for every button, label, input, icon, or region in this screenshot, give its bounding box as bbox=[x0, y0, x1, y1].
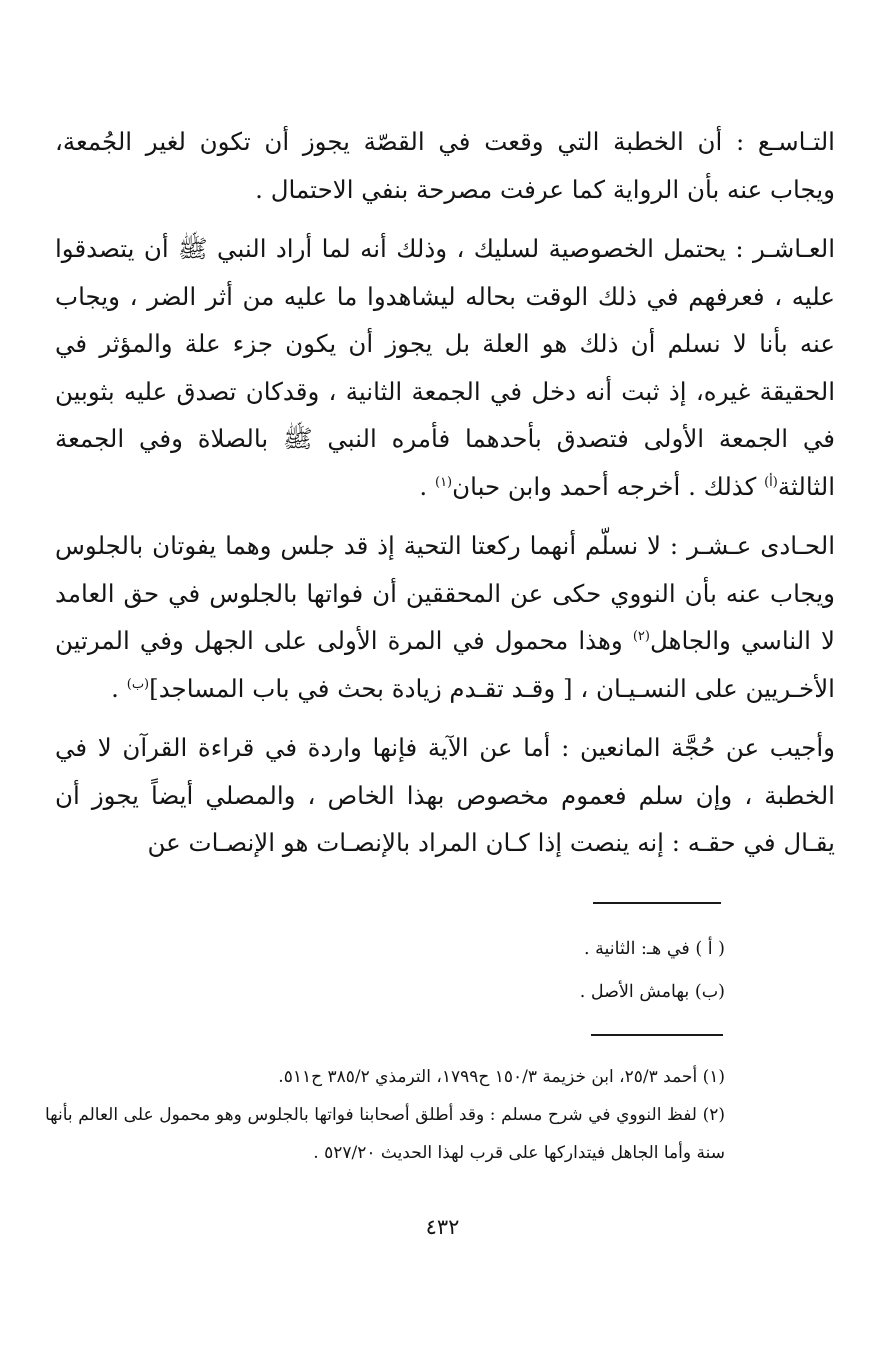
footnote-separator bbox=[593, 902, 721, 904]
paragraph-response bbox=[55, 724, 835, 867]
main-body bbox=[55, 118, 835, 879]
paragraph-text-continued: وهذا محمول في المرة الأولى على الجهل وفي المرتين الأخـريين على النسـيـان ، [ وقـد تقـدم زيادة بحث في باب المساجد] bbox=[55, 626, 835, 703]
footnote-ref-number: (٢) bbox=[632, 628, 650, 644]
paragraph-text: وأجيب عن حُجَّة المانعين : أما عن الآية فإنها واردة في قراءة القرآن لا في الخطبة ، وإن سلم فعموم مخصوص بهذا الخاص ، والمصلي أيضاً يجوز أن يقـال في حقـه : إنه ينصت إذا كـان المراد بالإنصـات هو الإنصـات عن bbox=[55, 733, 835, 857]
footnote-ref-letter: (أ) bbox=[764, 474, 778, 490]
footnote-letter-a: ( أ ) في هـ: الثانية . bbox=[584, 939, 725, 959]
paragraph-lead: العـاشـر : bbox=[735, 234, 836, 263]
footnote-ref-number: (١) bbox=[434, 474, 453, 490]
paragraph-ninth bbox=[55, 118, 835, 213]
paragraph-lead: التـاسـع : bbox=[735, 127, 835, 156]
footnote-number-1: (١) أحمد ٢٥/٣، ابن خزيمة ١٥٠/٣ ح١٧٩٩، الترمذي ٣٨٥/٢ ح٥١١. bbox=[278, 1067, 725, 1087]
footnote-number-2: (٢) لفظ النووي في شرح مسلم : وقد أطلق أصحابنا فواتها بالجلوس وهو محمول على العالم بأنها سنة وأما الجاهل فيتداركها على قرب لهذا الحديث ٥٢٧/٢٠ . bbox=[45, 1105, 725, 1163]
paragraph-text: لا نسلّم أنهما ركعتا التحية إذ قد جلس وهما يفوتان بالجلوس ويجاب عنه بأن النووي حكى عن المحققين أن فواتها بالجلوس في حق العامد لا الناسي والجاهل bbox=[55, 531, 836, 655]
paragraph-tenth bbox=[55, 225, 835, 510]
main-text bbox=[55, 118, 835, 867]
source-footnotes bbox=[45, 1058, 725, 1172]
paragraph-text-end: . bbox=[111, 673, 127, 703]
footnote-ref-letter: (ب) bbox=[126, 676, 150, 692]
paragraph-text: يحتمل الخصوصية لسليك ، وذلك أنه لما أراد النبي ﷺ أن يتصدقوا عليه ، فعرفهم في ذلك الوقت بحاله ليشاهدوا ما عليه من أثر الضر ، ويجاب عنه بأنا لا نسلم أن ذلك هو العلة بل يجوز أن يكون جزء علة والمؤثر في الحقيقة غيره، إذ ثبت أنه دخل في الجمعة الثانية ، وقدكان تصدق عليه بثوبين في الجمعة الأولى فتصدق بأحدهما فأمره النبي ﷺ بالصلاة وفي الجمعة الثالثة bbox=[55, 234, 835, 501]
paragraph-text-continued: كذلك . أخرجه أحمد وابن حبان bbox=[452, 471, 765, 501]
editorial-footnotes bbox=[125, 928, 725, 1014]
footnote-letter-b: (ب) بهامش الأصل . bbox=[579, 982, 725, 1002]
paragraph-lead: الحـادى عـشـر : bbox=[669, 531, 836, 560]
paragraph-text: أن الخطبة التي وقعت في القصّة يجوز أن تكون لغير الجُمعة، ويجاب عنه بأن الرواية كما عرفت مصرحة بنفي الاحتمال . bbox=[55, 127, 835, 204]
paragraph-eleventh bbox=[55, 522, 835, 712]
page-number: ٤٣٢ bbox=[425, 1215, 460, 1239]
footnote-separator bbox=[591, 1034, 723, 1036]
paragraph-text-end: . bbox=[419, 471, 435, 501]
